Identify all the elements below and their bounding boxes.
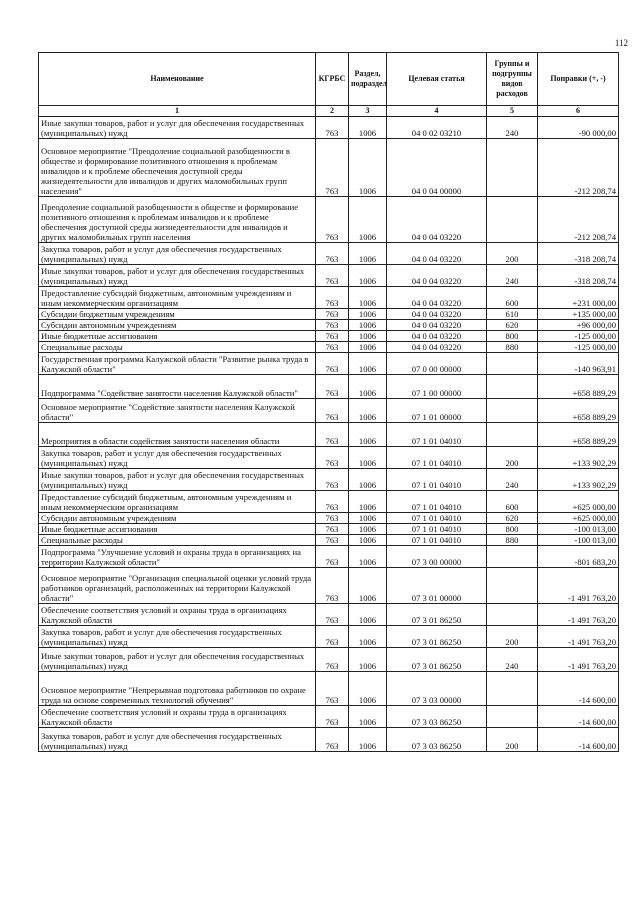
row-name: Специальные расходы [39,342,316,353]
row-kgrbs: 763 [316,331,349,342]
row-expense-group: 800 [487,524,538,535]
row-section: 1006 [349,320,387,331]
row-kgrbs: 763 [316,375,349,399]
row-amount: +658 889,29 [538,399,619,423]
row-target-article: 04 0 04 03220 [387,197,487,243]
row-name: Иные бюджетные ассигнования [39,524,316,535]
row-target-article: 07 3 01 86250 [387,626,487,648]
row-section: 1006 [349,672,387,706]
budget-amendments-table [38,52,619,752]
row-expense-group [487,423,538,447]
row-expense-group [487,568,538,604]
row-kgrbs: 763 [316,513,349,524]
row-expense-group: 620 [487,320,538,331]
row-name: Субсидии автономным учреждениям [39,513,316,524]
row-section: 1006 [349,604,387,626]
table-row [39,139,619,197]
row-target-article: 07 1 01 04010 [387,447,487,469]
row-expense-group: 240 [487,117,538,139]
row-kgrbs: 763 [316,491,349,513]
row-name: Основное мероприятие "Содействие занятости населения Калужской области" [39,399,316,423]
column-number: 5 [487,106,538,117]
row-amount: +231 000,00 [538,287,619,309]
row-target-article: 07 1 01 04010 [387,513,487,524]
row-name: Иные закупки товаров, работ и услуг для обеспечения государственных (муниципальных) нужд [39,469,316,491]
row-amount: -90 000,00 [538,117,619,139]
row-section: 1006 [349,491,387,513]
row-amount: -125 000,00 [538,331,619,342]
row-amount: +133 902,29 [538,469,619,491]
row-section: 1006 [349,648,387,672]
row-target-article: 07 1 01 04010 [387,524,487,535]
table-row [39,399,619,423]
row-name: Обеспечение соответствия условий и охраны труда в организациях Калужской области [39,706,316,728]
row-target-article: 07 3 03 00000 [387,672,487,706]
column-number: 6 [538,106,619,117]
table-row [39,604,619,626]
table-row [39,672,619,706]
row-expense-group: 200 [487,728,538,752]
row-expense-group: 200 [487,243,538,265]
row-expense-group [487,399,538,423]
row-name: Иные закупки товаров, работ и услуг для обеспечения государственных (муниципальных) нужд [39,648,316,672]
row-target-article: 04 0 04 03220 [387,287,487,309]
row-section: 1006 [349,626,387,648]
row-kgrbs: 763 [316,568,349,604]
row-amount: +658 889,29 [538,423,619,447]
row-kgrbs: 763 [316,197,349,243]
row-amount: -1 491 763,20 [538,604,619,626]
row-kgrbs: 763 [316,604,349,626]
table-row [39,568,619,604]
table-row [39,524,619,535]
row-amount: +133 902,29 [538,447,619,469]
row-amount: -100 013,00 [538,535,619,546]
row-section: 1006 [349,469,387,491]
row-target-article: 07 3 03 86250 [387,728,487,752]
row-expense-group [487,139,538,197]
table-row [39,706,619,728]
row-name: Субсидии автономным учреждениям [39,320,316,331]
row-target-article: 04 0 02 03210 [387,117,487,139]
row-expense-group [487,672,538,706]
row-kgrbs: 763 [316,309,349,320]
row-expense-group: 610 [487,309,538,320]
row-kgrbs: 763 [316,626,349,648]
row-amount: -14 600,00 [538,706,619,728]
row-section: 1006 [349,375,387,399]
row-amount: -100 013,00 [538,524,619,535]
row-section: 1006 [349,706,387,728]
row-kgrbs: 763 [316,139,349,197]
row-name: Закупка товаров, работ и услуг для обеспечения государственных (муниципальных) нужд [39,626,316,648]
table-row [39,309,619,320]
row-target-article: 04 0 04 03220 [387,243,487,265]
column-number: 3 [349,106,387,117]
row-name: Иные бюджетные ассигнования [39,331,316,342]
row-expense-group: 240 [487,469,538,491]
row-target-article: 04 0 04 00000 [387,139,487,197]
row-name: Предоставление субсидий бюджетным, автономным учреждениям и иным некоммерческим организациям [39,491,316,513]
header-expense-group: Группы и подгруппы видов расходов [487,53,538,106]
row-target-article: 07 0 00 00000 [387,353,487,375]
row-section: 1006 [349,546,387,568]
column-number: 4 [387,106,487,117]
table-row [39,535,619,546]
row-kgrbs: 763 [316,535,349,546]
row-name: Основное мероприятие "Организация специальной оценки условий труда работников организаций, расположенных на территории Калужской области" [39,568,316,604]
table-row [39,546,619,568]
row-target-article: 07 3 03 86250 [387,706,487,728]
row-kgrbs: 763 [316,546,349,568]
row-target-article: 07 1 01 04010 [387,469,487,491]
row-name: Мероприятия в области содействия занятости населения области [39,423,316,447]
row-name: Закупка товаров, работ и услуг для обеспечения государственных (муниципальных) нужд [39,728,316,752]
row-section: 1006 [349,399,387,423]
table-row [39,331,619,342]
row-target-article: 07 1 00 00000 [387,375,487,399]
row-kgrbs: 763 [316,728,349,752]
row-expense-group [487,375,538,399]
table-row [39,342,619,353]
table-row [39,117,619,139]
row-expense-group: 600 [487,287,538,309]
row-amount: -14 600,00 [538,672,619,706]
row-target-article: 04 0 04 03220 [387,309,487,320]
row-expense-group [487,197,538,243]
row-name: Предоставление субсидий бюджетным, автономным учреждениям и иным некоммерческим организациям [39,287,316,309]
row-section: 1006 [349,568,387,604]
row-kgrbs: 763 [316,423,349,447]
row-amount: -1 491 763,20 [538,626,619,648]
row-amount: -125 000,00 [538,342,619,353]
row-target-article: 07 1 01 04010 [387,535,487,546]
table-row [39,287,619,309]
row-amount: -801 683,20 [538,546,619,568]
page-number: 112 [614,38,628,48]
row-expense-group [487,706,538,728]
table-row [39,320,619,331]
header-target-article: Целевая статья [387,53,487,106]
row-section: 1006 [349,353,387,375]
row-expense-group: 620 [487,513,538,524]
table-row [39,491,619,513]
row-section: 1006 [349,139,387,197]
table-row [39,626,619,648]
table-row [39,513,619,524]
row-target-article: 07 3 01 86250 [387,648,487,672]
table-body [39,117,619,752]
row-kgrbs: 763 [316,320,349,331]
row-amount: -1 491 763,20 [538,568,619,604]
row-section: 1006 [349,287,387,309]
row-name: Иные закупки товаров, работ и услуг для обеспечения государственных (муниципальных) нужд [39,117,316,139]
table-row [39,423,619,447]
row-target-article: 07 3 01 00000 [387,568,487,604]
row-expense-group [487,604,538,626]
row-expense-group: 240 [487,648,538,672]
row-kgrbs: 763 [316,342,349,353]
row-amount: -212 208,74 [538,197,619,243]
row-section: 1006 [349,265,387,287]
row-expense-group: 800 [487,331,538,342]
table-row [39,353,619,375]
row-name: Основное мероприятие "Преодоление социальной разобщенности в обществе и формирование позитивного отношения к проблемам инвалидов и к проблеме обеспечения доступной среды жизнедеятельности для инвалидов и других маломобильных групп населения" [39,139,316,197]
row-target-article: 07 3 00 00000 [387,546,487,568]
row-kgrbs: 763 [316,399,349,423]
row-section: 1006 [349,513,387,524]
row-target-article: 07 1 01 00000 [387,399,487,423]
table-row [39,447,619,469]
row-kgrbs: 763 [316,265,349,287]
row-target-article: 04 0 04 03220 [387,265,487,287]
row-section: 1006 [349,117,387,139]
row-expense-group: 600 [487,491,538,513]
row-amount: +625 000,00 [538,513,619,524]
row-name: Субсидии бюджетным учреждениям [39,309,316,320]
table-row [39,469,619,491]
row-expense-group: 200 [487,626,538,648]
row-amount: -318 208,74 [538,243,619,265]
row-name: Подпрограмма "Содействие занятости населения Калужской области" [39,375,316,399]
table-row [39,243,619,265]
row-kgrbs: 763 [316,447,349,469]
row-section: 1006 [349,243,387,265]
row-kgrbs: 763 [316,672,349,706]
row-name: Иные закупки товаров, работ и услуг для обеспечения государственных (муниципальных) нужд [39,265,316,287]
row-expense-group [487,353,538,375]
row-kgrbs: 763 [316,706,349,728]
row-amount: -212 208,74 [538,139,619,197]
row-kgrbs: 763 [316,117,349,139]
row-name: Закупка товаров, работ и услуг для обеспечения государственных (муниципальных) нужд [39,447,316,469]
column-number: 1 [39,106,316,117]
row-expense-group: 240 [487,265,538,287]
table-row [39,648,619,672]
table-row [39,197,619,243]
row-section: 1006 [349,197,387,243]
row-amount: -1 491 763,20 [538,648,619,672]
row-target-article: 07 1 01 04010 [387,491,487,513]
header-kgrbs: КГРБС [316,53,349,106]
row-section: 1006 [349,423,387,447]
column-number-row [39,106,619,117]
row-name: Основное мероприятие "Непрерывная подготовка работников по охране труда на основе современных технологий обучения" [39,672,316,706]
row-amount: -140 963,91 [538,353,619,375]
header-section: Раздел, подраздел [349,53,387,106]
row-expense-group: 880 [487,535,538,546]
row-name: Специальные расходы [39,535,316,546]
header-amendments: Поправки (+, -) [538,53,619,106]
row-target-article: 04 0 04 03220 [387,342,487,353]
row-amount: +658 889,29 [538,375,619,399]
header-name: Наименование [39,53,316,106]
row-kgrbs: 763 [316,243,349,265]
row-amount: +625 000,00 [538,491,619,513]
row-target-article: 07 1 01 04010 [387,423,487,447]
row-section: 1006 [349,535,387,546]
row-target-article: 07 3 01 86250 [387,604,487,626]
row-kgrbs: 763 [316,353,349,375]
row-expense-group [487,546,538,568]
row-section: 1006 [349,524,387,535]
row-amount: -14 600,00 [538,728,619,752]
row-name: Закупка товаров, работ и услуг для обеспечения государственных (муниципальных) нужд [39,243,316,265]
row-name: Обеспечение соответствия условий и охраны труда в организациях Калужской области [39,604,316,626]
row-kgrbs: 763 [316,648,349,672]
row-name: Преодоление социальной разобщенности в обществе и формирование позитивного отношения к проблемам инвалидов и к проблеме обеспечения доступной среды жизнедеятельности для инвалидов и других маломобильных групп населения [39,197,316,243]
row-section: 1006 [349,447,387,469]
row-section: 1006 [349,309,387,320]
table-row [39,375,619,399]
row-kgrbs: 763 [316,469,349,491]
table-row [39,265,619,287]
row-name: Государственная программа Калужской области "Развитие рынка труда в Калужской области" [39,353,316,375]
row-section: 1006 [349,728,387,752]
row-target-article: 04 0 04 03220 [387,331,487,342]
row-expense-group: 200 [487,447,538,469]
row-kgrbs: 763 [316,287,349,309]
table-header-row [39,53,619,106]
row-amount: +96 000,00 [538,320,619,331]
row-name: Подпрограмма "Улучшение условий и охраны труда в организациях на территории Калужской области" [39,546,316,568]
row-amount: -318 208,74 [538,265,619,287]
column-number: 2 [316,106,349,117]
row-expense-group: 880 [487,342,538,353]
row-target-article: 04 0 04 03220 [387,320,487,331]
table-row [39,728,619,752]
row-kgrbs: 763 [316,524,349,535]
row-amount: +135 000,00 [538,309,619,320]
row-section: 1006 [349,342,387,353]
row-section: 1006 [349,331,387,342]
